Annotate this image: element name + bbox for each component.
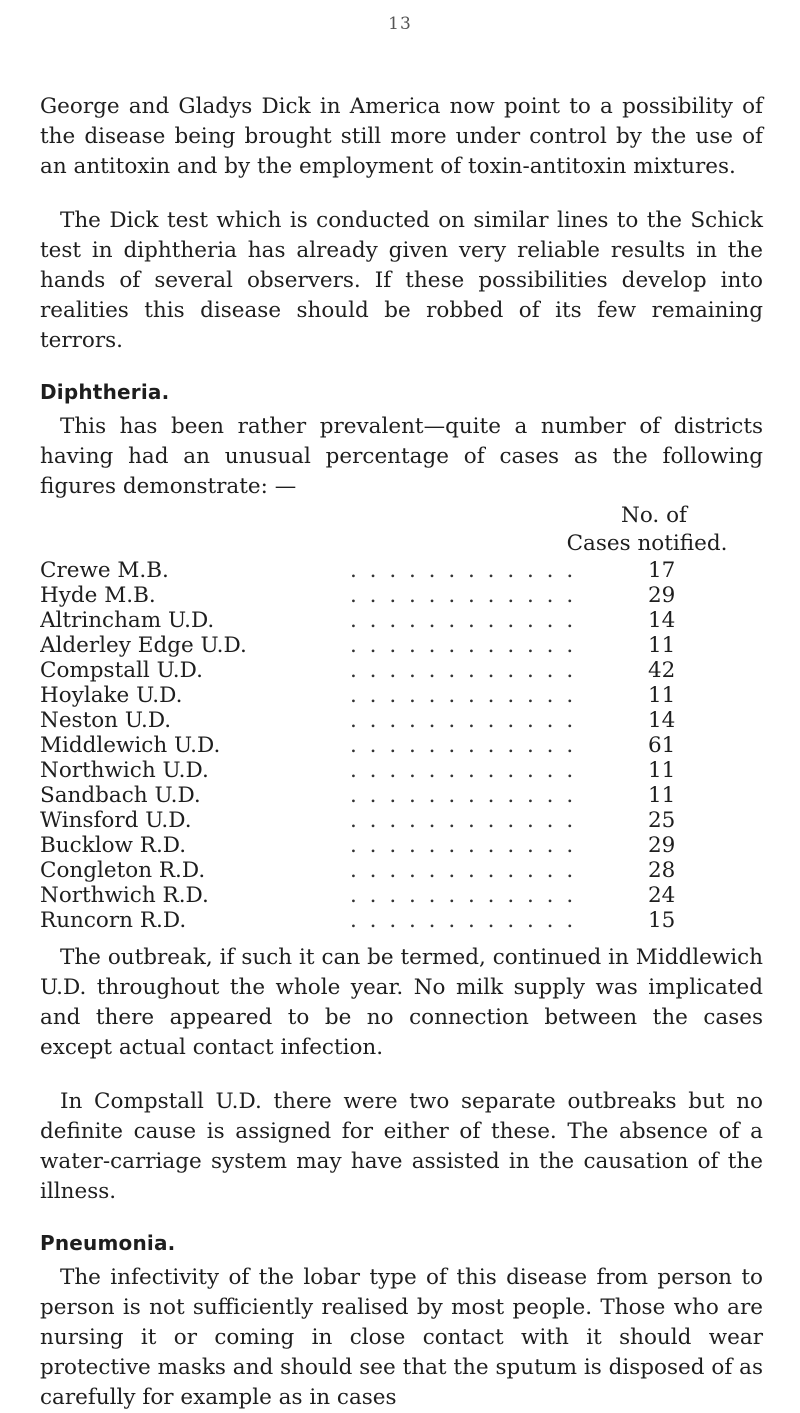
page-body xyxy=(40,92,763,1413)
table-row xyxy=(40,733,763,758)
cases-count: 14 xyxy=(648,608,676,633)
dot-leader: . . . . . . . . . . . . xyxy=(350,558,577,583)
district-name: Altrincham U.D. xyxy=(40,608,215,633)
page-number: 13 xyxy=(388,14,412,34)
dot-leader: . . . . . . . . . . . . xyxy=(350,733,577,758)
cases-header-line-1: No. of xyxy=(621,503,687,528)
district-name: Congleton R.D. xyxy=(40,858,206,883)
cases-column-header xyxy=(545,502,763,558)
cases-count: 11 xyxy=(648,683,676,708)
intro-paragraph-2: The Dick test which is conducted on similar lines to the Schick test in diphtheria has already given very reliable results in the hands of several observers. If these possibilities develop into realities this disease should be robbed of its few remaining terrors. xyxy=(40,208,763,353)
diphtheria-intro: This has been rather prevalent—quite a number of districts having had an unusual percentage of cases as the following figures demonstrate: — xyxy=(40,414,763,499)
dot-leader: . . . . . . . . . . . . xyxy=(350,583,577,608)
diphtheria-heading: Diphtheria. xyxy=(40,380,170,404)
cases-count: 28 xyxy=(648,858,676,883)
district-name: Crewe M.B. xyxy=(40,558,169,583)
dot-leader: . . . . . . . . . . . . xyxy=(350,908,577,933)
cases-count: 29 xyxy=(648,833,676,858)
dot-leader: . . . . . . . . . . . . xyxy=(350,633,577,658)
dot-leader: . . . . . . . . . . . . xyxy=(350,683,577,708)
district-name: Hyde M.B. xyxy=(40,583,156,608)
table-row xyxy=(40,883,763,908)
cases-count: 11 xyxy=(648,758,676,783)
dot-leader: . . . . . . . . . . . . xyxy=(350,658,577,683)
district-name: Winsford U.D. xyxy=(40,808,192,833)
district-name: Hoylake U.D. xyxy=(40,683,183,708)
cases-count: 14 xyxy=(648,708,676,733)
district-name: Bucklow R.D. xyxy=(40,833,187,858)
table-row xyxy=(40,808,763,833)
district-name: Runcorn R.D. xyxy=(40,908,187,933)
cases-count: 17 xyxy=(648,558,676,583)
intro-paragraph-1: George and Gladys Dick in America now point to a possibility of the disease being brought still more under control by the use of an antitoxin and by the employment of toxin-antitoxin mixtures. xyxy=(40,94,763,179)
compstall-paragraph: In Compstall U.D. there were two separate outbreaks but no definite cause is assigned for either of these. The absence of a water-carriage system may have assisted in the causation of the illness. xyxy=(40,1089,763,1204)
cases-count: 61 xyxy=(648,733,676,758)
district-name: Compstall U.D. xyxy=(40,658,203,683)
outbreak-paragraph: The outbreak, if such it can be termed, continued in Middlewich U.D. throughout the whole year. No milk supply was implicated and there appeared to be no connection between the cases except actual contact infection. xyxy=(40,945,763,1060)
table-row xyxy=(40,583,763,608)
district-name: Sandbach U.D. xyxy=(40,783,201,808)
district-name: Northwich R.D. xyxy=(40,883,209,908)
dot-leader: . . . . . . . . . . . . xyxy=(350,608,577,633)
table-row xyxy=(40,758,763,783)
pneumonia-heading: Pneumonia. xyxy=(40,1231,176,1255)
dot-leader: . . . . . . . . . . . . xyxy=(350,708,577,733)
cases-count: 42 xyxy=(648,658,676,683)
table-row xyxy=(40,708,763,733)
table-row xyxy=(40,783,763,808)
district-name: Northwich U.D. xyxy=(40,758,209,783)
cases-count: 15 xyxy=(648,908,676,933)
table-row xyxy=(40,683,763,708)
dot-leader: . . . . . . . . . . . . xyxy=(350,808,577,833)
pneumonia-paragraph: The infectivity of the lobar type of this disease from person to person is not sufficiently realised by most people. Those who are nursing it or coming in close contact with it should wear protective masks and should see that the sputum is disposed of as carefully for example as in cases xyxy=(40,1265,763,1410)
table-row xyxy=(40,908,763,933)
table-row xyxy=(40,558,763,583)
cases-count: 11 xyxy=(648,783,676,808)
dot-leader: . . . . . . . . . . . . xyxy=(350,783,577,808)
cases-count: 25 xyxy=(648,808,676,833)
cases-count: 11 xyxy=(648,633,676,658)
table-row xyxy=(40,658,763,683)
table-row xyxy=(40,633,763,658)
district-name: Alderley Edge U.D. xyxy=(40,633,247,658)
dot-leader: . . . . . . . . . . . . xyxy=(350,883,577,908)
table-row xyxy=(40,858,763,883)
table-row xyxy=(40,608,763,633)
district-name: Neston U.D. xyxy=(40,708,172,733)
cases-header-line-2: Cases notified. xyxy=(566,531,728,556)
dot-leader: . . . . . . . . . . . . xyxy=(350,833,577,858)
district-cases-table xyxy=(40,558,763,933)
dot-leader: . . . . . . . . . . . . xyxy=(350,758,577,783)
cases-count: 29 xyxy=(648,583,676,608)
dot-leader: . . . . . . . . . . . . xyxy=(350,858,577,883)
district-name: Middlewich U.D. xyxy=(40,733,221,758)
table-row xyxy=(40,833,763,858)
cases-count: 24 xyxy=(648,883,676,908)
